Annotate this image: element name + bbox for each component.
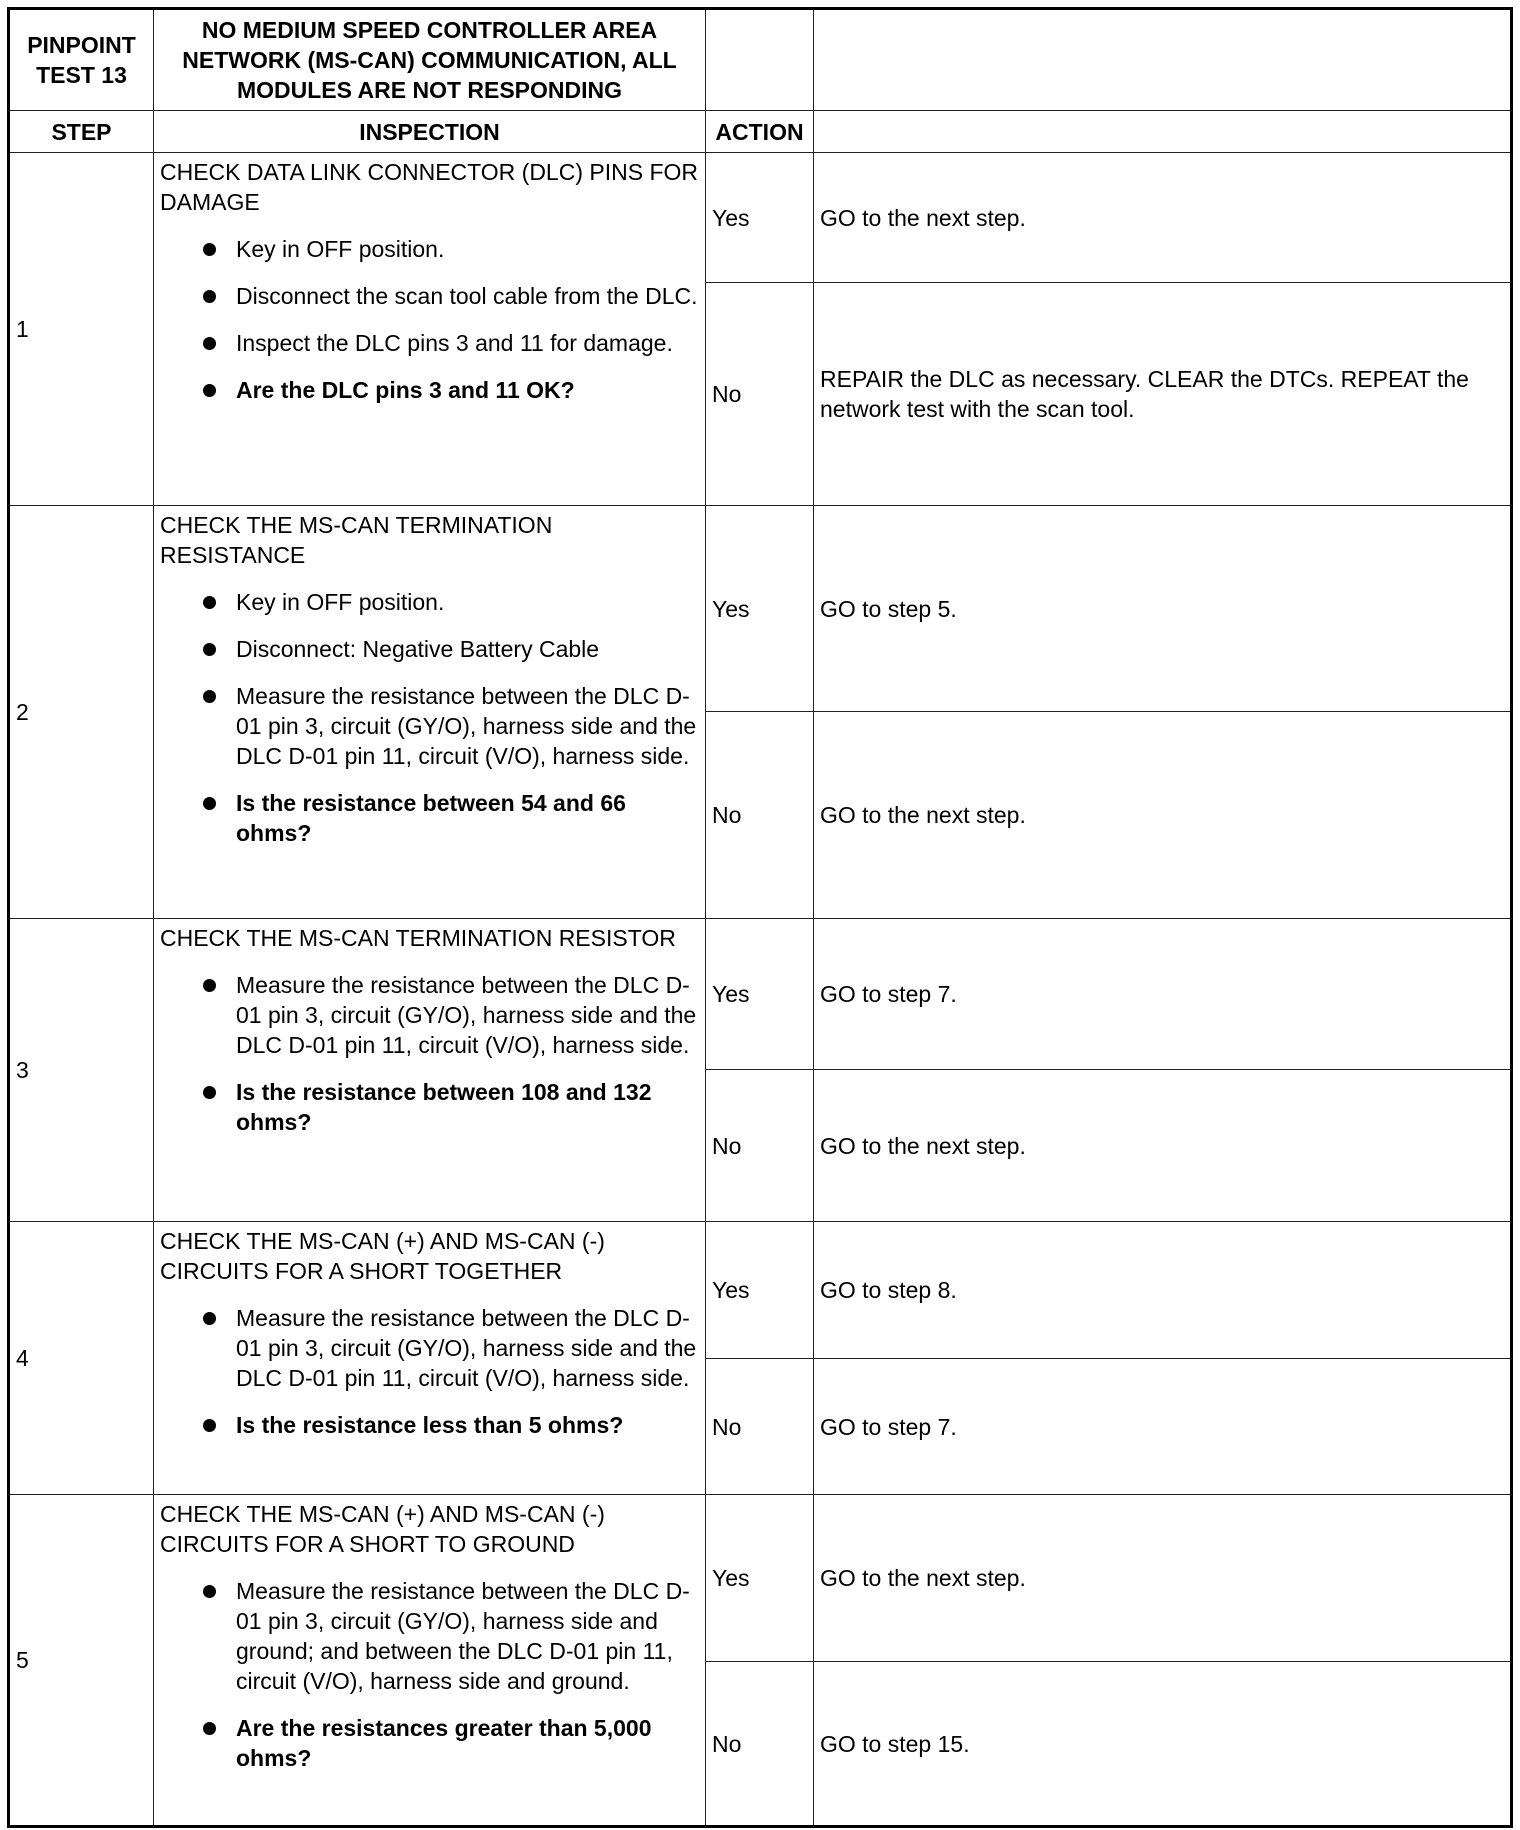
step-number: 2 bbox=[9, 506, 154, 919]
inspection-heading: CHECK THE MS-CAN TERMINATION RESISTANCE bbox=[160, 512, 553, 568]
yes-action: GO to step 5. bbox=[814, 506, 1512, 712]
inspection-heading: CHECK THE MS-CAN (+) AND MS-CAN (-) CIRCUITS FOR A SHORT TOGETHER bbox=[160, 1228, 605, 1284]
inspection-cell bbox=[154, 506, 706, 919]
col-step: STEP bbox=[9, 111, 154, 153]
no-action: GO to the next step. bbox=[814, 712, 1512, 919]
col-inspection: INSPECTION bbox=[154, 111, 706, 153]
no-action: GO to the next step. bbox=[814, 1070, 1512, 1222]
no-action: GO to step 7. bbox=[814, 1359, 1512, 1495]
bullet-item: Key in OFF position. bbox=[160, 234, 699, 264]
yes-action: GO to the next step. bbox=[814, 1495, 1512, 1662]
step-row bbox=[9, 919, 1512, 1070]
bullet-item: Measure the resistance between the DLC D-01 pin 3, circuit (GY/O), harness side and ground; and between the DLC D-01 pin 11, circuit (V/O), harness side and ground. bbox=[160, 1576, 699, 1696]
inspection-heading: CHECK DATA LINK CONNECTOR (DLC) PINS FOR DAMAGE bbox=[160, 159, 699, 215]
inspection-question: Are the resistances greater than 5,000 ohms? bbox=[160, 1713, 699, 1773]
bullet-item: Measure the resistance between the DLC D-01 pin 3, circuit (GY/O), harness side and the DLC D-01 pin 11, circuit (V/O), harness side. bbox=[160, 970, 699, 1060]
yes-label: Yes bbox=[706, 506, 814, 712]
bullet-item: Disconnect the scan tool cable from the DLC. bbox=[160, 281, 699, 311]
bullet-item: Key in OFF position. bbox=[160, 587, 699, 617]
empty-cell bbox=[706, 9, 814, 111]
inspection-question: Is the resistance between 54 and 66 ohms? bbox=[160, 788, 699, 848]
inspection-cell bbox=[154, 1495, 706, 1827]
inspection-heading: CHECK THE MS-CAN (+) AND MS-CAN (-) CIRCUITS FOR A SHORT TO GROUND bbox=[160, 1501, 605, 1557]
no-action: REPAIR the DLC as necessary. CLEAR the DTCs. REPEAT the network test with the scan tool. bbox=[814, 283, 1512, 506]
step-number: 3 bbox=[9, 919, 154, 1222]
no-label: No bbox=[706, 1070, 814, 1222]
pinpoint-test-table bbox=[7, 7, 1513, 1828]
inspection-cell bbox=[154, 1222, 706, 1495]
bullet-item: Measure the resistance between the DLC D-01 pin 3, circuit (GY/O), harness side and the DLC D-01 pin 11, circuit (V/O), harness side. bbox=[160, 681, 699, 771]
inspection-question: Is the resistance between 108 and 132 ohms? bbox=[160, 1077, 699, 1137]
no-label: No bbox=[706, 712, 814, 919]
inspection-heading: CHECK THE MS-CAN TERMINATION RESISTOR bbox=[160, 925, 676, 951]
step-row bbox=[9, 1222, 1512, 1359]
empty-cell bbox=[814, 111, 1512, 153]
inspection-cell bbox=[154, 153, 706, 506]
step-row bbox=[9, 506, 1512, 712]
step-number: 5 bbox=[9, 1495, 154, 1827]
no-label: No bbox=[706, 1662, 814, 1827]
no-label: No bbox=[706, 1359, 814, 1495]
bullet-item: Inspect the DLC pins 3 and 11 for damage. bbox=[160, 328, 699, 358]
no-action: GO to step 15. bbox=[814, 1662, 1512, 1827]
inspection-question: Are the DLC pins 3 and 11 OK? bbox=[160, 375, 699, 405]
inspection-cell bbox=[154, 919, 706, 1222]
step-row bbox=[9, 153, 1512, 283]
col-action: ACTION bbox=[706, 111, 814, 153]
bullet-item: Measure the resistance between the DLC D-01 pin 3, circuit (GY/O), harness side and the DLC D-01 pin 11, circuit (V/O), harness side. bbox=[160, 1303, 699, 1393]
yes-label: Yes bbox=[706, 153, 814, 283]
step-number: 4 bbox=[9, 1222, 154, 1495]
yes-label: Yes bbox=[706, 1495, 814, 1662]
step-number: 1 bbox=[9, 153, 154, 506]
test-title: NO MEDIUM SPEED CONTROLLER AREA NETWORK (MS-CAN) COMMUNICATION, ALL MODULES ARE NOT RESPONDING bbox=[154, 9, 706, 111]
yes-label: Yes bbox=[706, 919, 814, 1070]
no-label: No bbox=[706, 283, 814, 506]
empty-cell bbox=[814, 9, 1512, 111]
yes-action: GO to step 8. bbox=[814, 1222, 1512, 1359]
yes-action: GO to step 7. bbox=[814, 919, 1512, 1070]
yes-action: GO to the next step. bbox=[814, 153, 1512, 283]
inspection-question: Is the resistance less than 5 ohms? bbox=[160, 1410, 699, 1440]
test-label: PINPOINT TEST 13 bbox=[9, 9, 154, 111]
yes-label: Yes bbox=[706, 1222, 814, 1359]
step-row bbox=[9, 1495, 1512, 1662]
bullet-item: Disconnect: Negative Battery Cable bbox=[160, 634, 699, 664]
